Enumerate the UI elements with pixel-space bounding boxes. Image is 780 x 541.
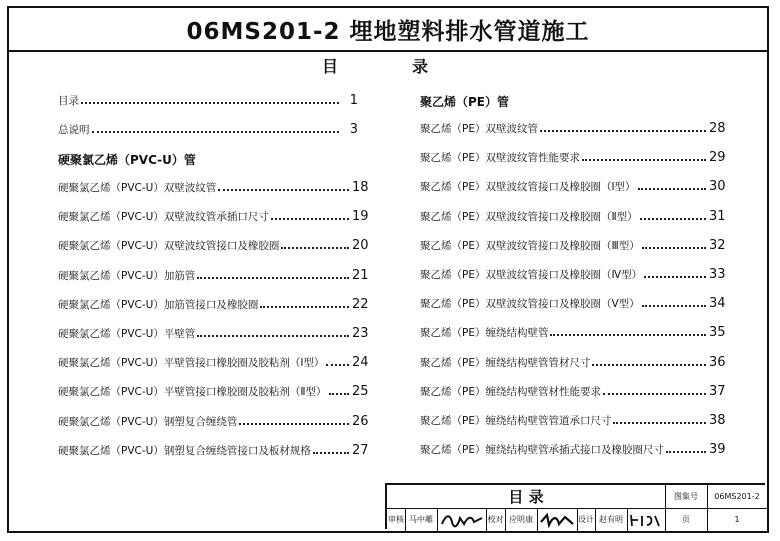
leader-dots: [592, 364, 706, 366]
document-title: 06MS201-2 埋地塑料排水管道施工: [186, 18, 590, 45]
leader-dots: [92, 131, 340, 133]
leader-dots: [613, 422, 706, 424]
toc-entry: [58, 204, 368, 224]
toc-section-heading: 聚乙烯（PE）管: [420, 95, 509, 109]
toc-entry-page: 39: [709, 442, 726, 458]
toc-entry-page: 33: [709, 267, 726, 282]
leader-dots: [666, 451, 706, 453]
designer-signature: [627, 508, 665, 531]
leader-dots: [326, 364, 349, 366]
leader-dots: [540, 130, 706, 132]
leader-dots: [281, 247, 349, 249]
atlas-no: 06MS201-2: [714, 492, 760, 501]
toc-heading-right: 录: [412, 57, 429, 76]
toc-entry-page: 3: [349, 122, 358, 137]
leader-dots: [197, 335, 349, 337]
toc-entry-label: 聚乙烯（PE）缠绕结构壁管材性能要求: [420, 385, 601, 398]
leader-dots: [239, 423, 349, 425]
toc-entry-label: 硬聚氯乙烯（PVC-U）钢塑复合缠绕管: [58, 415, 238, 428]
leader-dots: [550, 334, 706, 336]
checker-signature: [537, 508, 577, 531]
designer-name: 赵有明: [599, 515, 623, 524]
toc-entry: [58, 88, 358, 108]
toc-entry: [420, 233, 725, 253]
toc-entry-page: 19: [352, 209, 369, 225]
page-label: 页: [682, 515, 690, 524]
toc-entry-label: 聚乙烯（PE）双壁波纹管接口及橡胶圈（Ⅳ型）: [420, 269, 643, 281]
toc-entry-page: 26: [352, 413, 369, 429]
leader-dots: [197, 277, 349, 279]
toc-entry-page: 32: [709, 237, 726, 253]
toc-entry: [58, 379, 368, 399]
toc-entry-label: 聚乙烯（PE）双壁波纹管: [420, 123, 538, 135]
reviewer-name: 马中雕: [409, 515, 433, 524]
toc-entry: [420, 408, 725, 428]
title-block-drawing-title: 目 录: [508, 488, 544, 506]
toc-entry: [420, 350, 725, 370]
toc-entry: [420, 262, 725, 282]
toc-entry-label: 聚乙烯（PE）双壁波纹管接口及橡胶圈（Ⅲ型）: [420, 239, 640, 252]
toc-entry: [420, 145, 725, 165]
toc-entry-page: 28: [709, 121, 726, 136]
title-block: [385, 483, 765, 529]
toc-entry: [58, 233, 368, 253]
toc-entry-label: 聚乙烯（PE）缠绕结构壁管承插式接口及橡胶圈尺寸: [420, 444, 664, 457]
toc-entry: [58, 350, 368, 370]
design-label: 设计: [578, 515, 594, 524]
leader-dots: [271, 218, 349, 220]
toc-entry-page: 1: [349, 93, 358, 108]
toc-entry-label: 硬聚氯乙烯（PVC-U）双壁波纹管承插口尺寸: [58, 211, 269, 224]
title-bar: [9, 8, 767, 52]
toc-entry-label: 聚乙烯（PE）缠绕结构壁管: [420, 327, 549, 340]
toc-entry: [58, 292, 368, 312]
toc-entry-label: 硬聚氯乙烯（PVC-U）平壁管: [58, 328, 196, 340]
toc-entry-label: 目录: [58, 95, 79, 107]
toc-entry-page: 31: [709, 208, 726, 224]
toc-entry-label: 硬聚氯乙烯（PVC-U）双壁波纹管接口及橡胶圈: [58, 240, 280, 253]
toc-entry-page: 38: [709, 413, 726, 428]
toc-entry: [58, 409, 368, 429]
leader-dots: [638, 188, 706, 190]
checker-name: 应明康: [509, 515, 533, 524]
toc-entry-page: 21: [352, 267, 369, 283]
toc-entry-label: 硬聚氯乙烯（PVC-U）平壁管接口橡胶圈及胶粘剂（Ⅰ型）: [58, 357, 325, 370]
toc-entry-label: 聚乙烯（PE）缠绕结构壁管管道承口尺寸: [420, 415, 612, 427]
review-label: 审核: [388, 515, 404, 524]
toc-entry-page: 29: [709, 150, 726, 166]
toc-entry-label: 聚乙烯（PE）双壁波纹管接口及橡胶圈（Ⅱ型）: [420, 210, 638, 223]
toc-entry-page: 23: [352, 326, 369, 341]
toc-entry-page: 18: [352, 180, 369, 195]
toc-entry-page: 25: [352, 384, 369, 400]
toc-entry-label: 总说明: [58, 124, 90, 136]
toc-entry-page: 37: [709, 383, 726, 399]
toc-entry: [58, 321, 368, 341]
toc-entry-label: 聚乙烯（PE）双壁波纹管性能要求: [420, 152, 580, 165]
toc-entry-page: 30: [709, 179, 726, 195]
leader-dots: [218, 189, 349, 191]
toc-entry: [58, 263, 368, 283]
check-label: 校对: [487, 515, 504, 524]
toc-entry: [420, 116, 725, 136]
leader-dots: [582, 159, 706, 161]
toc-entry-page: 35: [709, 325, 726, 341]
leader-dots: [640, 218, 706, 220]
toc-entry: [420, 174, 725, 194]
leader-dots: [329, 393, 350, 395]
toc-entry: [420, 379, 725, 399]
atlas-no-label: 图集号: [674, 492, 698, 501]
toc-entry-page: 27: [352, 442, 369, 458]
toc-entry-page: 34: [709, 296, 726, 312]
toc-entry-page: 20: [352, 238, 369, 254]
leader-dots: [81, 102, 339, 104]
toc-entry: [58, 175, 368, 195]
toc-entry: [58, 438, 368, 458]
page-number: 1: [734, 515, 740, 524]
toc-entry: [58, 117, 358, 137]
leader-dots: [313, 452, 349, 454]
toc-entry-label: 硬聚氯乙烯（PVC-U）双壁波纹管: [58, 182, 217, 194]
toc-entry-label: 聚乙烯（PE）缠绕结构壁管管材尺寸: [420, 356, 591, 369]
toc-entry-page: 22: [352, 296, 369, 312]
leader-dots: [260, 306, 349, 308]
toc-entry-label: 硬聚氯乙烯（PVC-U）钢塑复合缠绕管接口及板材规格: [58, 444, 311, 457]
toc-entry-label: 聚乙烯（PE）双壁波纹管接口及橡胶圈（Ⅴ型）: [420, 298, 640, 311]
reviewer-signature: [437, 508, 486, 531]
toc-entry-label: 聚乙烯（PE）双壁波纹管接口及橡胶圈（Ⅰ型）: [420, 181, 636, 194]
toc-heading-left: 目: [322, 57, 339, 76]
toc-entry: [420, 437, 725, 457]
toc-entry: [420, 320, 725, 340]
toc-entry: [420, 291, 725, 311]
toc-entry-label: 硬聚氯乙烯（PVC-U）加筋管接口及橡胶圈: [58, 298, 259, 311]
toc-entry-label: 硬聚氯乙烯（PVC-U）平壁管接口橡胶圈及胶粘剂（Ⅱ型）: [58, 386, 327, 399]
toc-entry-page: 24: [352, 355, 369, 371]
leader-dots: [642, 247, 706, 249]
leader-dots: [644, 276, 706, 278]
toc-entry-label: 硬聚氯乙烯（PVC-U）加筋管: [58, 269, 196, 282]
leader-dots: [642, 305, 706, 307]
leader-dots: [603, 393, 706, 395]
toc-entry-page: 36: [709, 354, 726, 370]
toc-section-heading: 硬聚氯乙烯（PVC-U）管: [58, 153, 196, 167]
toc-entry: [420, 204, 725, 224]
